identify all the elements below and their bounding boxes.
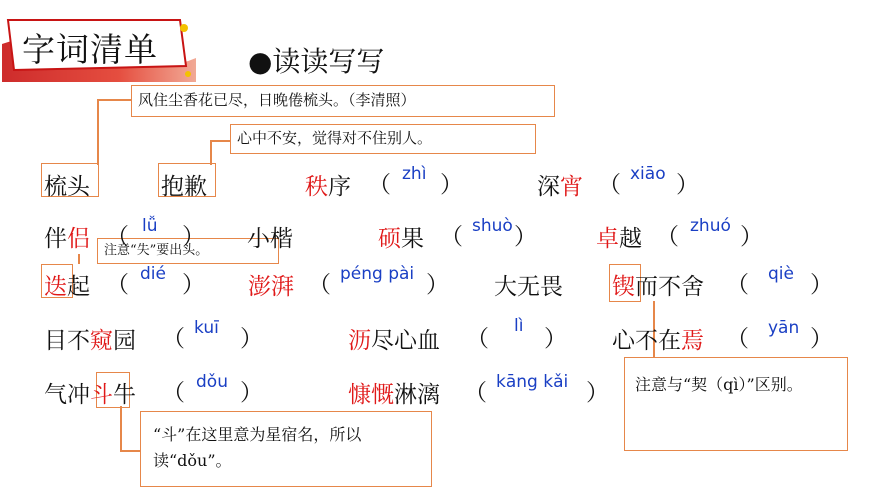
word-qieerbushe	[612, 268, 704, 301]
word-qichongdouniu	[44, 376, 136, 409]
paren-open: （	[162, 326, 185, 352]
word-pre-part: 心不在	[612, 328, 681, 354]
word-red-part: 澎湃	[248, 274, 294, 300]
paren-close: ）	[182, 272, 205, 298]
word-pre-part: 目不	[44, 328, 90, 354]
paren-close: ）	[182, 224, 205, 250]
word-red-part: 慷慨	[348, 382, 394, 408]
banner-title: 字词清单	[22, 30, 158, 69]
paren-open: （	[726, 272, 749, 298]
word-dieqi	[44, 268, 90, 301]
paren-close: ）	[240, 326, 263, 352]
pinyin-die: dié	[140, 264, 166, 284]
paren-close: ）	[426, 272, 449, 298]
word-red-part: 秩	[305, 174, 328, 200]
paren-close: ）	[810, 272, 833, 298]
pinyin-lv: lǚ	[142, 216, 158, 236]
word-baoqian: 抱歉	[161, 174, 207, 200]
connector-line	[97, 99, 99, 165]
word-shenxiao	[537, 168, 583, 201]
word-dawuwei: 大无畏	[494, 274, 563, 300]
paren-open: （	[656, 224, 679, 250]
paren-open: （	[162, 380, 185, 406]
paren-close: ）	[514, 224, 537, 250]
pinyin-xiao: xiāo	[630, 164, 666, 184]
pinyin-li: lì	[514, 316, 524, 336]
paren-open: （	[726, 326, 749, 352]
connector-line	[78, 254, 80, 264]
note-baoqian: 心中不安，觉得对不住别人。	[230, 124, 536, 154]
pinyin-kangkai: kāng kǎi	[496, 372, 569, 392]
note-dou: “斗”在这里意为星宿名，所以读“dǒu”。	[140, 411, 432, 487]
word-rest-part: 园	[113, 328, 136, 354]
word-rest-part: 越	[619, 226, 642, 252]
word-red-part: 硕	[378, 226, 401, 252]
connector-line	[210, 140, 230, 142]
paren-close: ）	[810, 326, 833, 352]
word-zhuoyue	[596, 220, 642, 253]
word-red-part: 侣	[67, 226, 90, 252]
paren-close: ）	[676, 172, 699, 198]
word-red-part: 锲	[612, 274, 635, 300]
note-shutou: 风住尘香花已尽，日晚倦梳头。（李清照）	[131, 85, 555, 117]
connector-line	[97, 99, 131, 101]
word-shutou: 梳头	[44, 174, 90, 200]
paren-open: （	[308, 272, 331, 298]
word-kangkailinli	[348, 376, 440, 409]
connector-line	[210, 140, 212, 165]
note-qie: 注意与“契（qì）”区别。	[624, 357, 848, 451]
word-rest-part: 淋漓	[394, 382, 440, 408]
word-pre-part: 深	[537, 174, 560, 200]
word-banlv	[44, 220, 90, 253]
word-shuoguo	[378, 220, 424, 253]
word-mubukuiyuan	[44, 322, 136, 355]
paren-close: ）	[740, 224, 763, 250]
pinyin-pengpai: péng pài	[340, 264, 415, 284]
pinyin-zhuo: zhuó	[690, 216, 731, 236]
paren-open: （	[106, 224, 129, 250]
paren-open: （	[106, 272, 129, 298]
connector-line	[120, 450, 140, 452]
word-rest-part: 而不舍	[635, 274, 704, 300]
word-zhixu	[305, 168, 351, 201]
paren-close: ）	[586, 380, 609, 406]
word-rest-part: 果	[401, 226, 424, 252]
word-pengpai	[248, 268, 294, 301]
connector-line	[120, 406, 122, 450]
word-red-part: 斗	[90, 382, 113, 408]
word-red-part: 迭	[44, 274, 67, 300]
word-pre-part: 气冲	[44, 382, 90, 408]
word-rest-part: 牛	[113, 382, 136, 408]
word-xiaokai: 小楷	[247, 226, 293, 252]
word-rest-part: 起	[67, 274, 90, 300]
pinyin-yan: yān	[768, 318, 800, 338]
pinyin-qie: qiè	[768, 264, 794, 284]
paren-open: （	[598, 172, 621, 198]
note-lv: 注意“失”要出头。	[97, 238, 279, 264]
word-red-part: 宵	[560, 174, 583, 200]
word-rest-part: 序	[328, 174, 351, 200]
paren-open: （	[440, 224, 463, 250]
paren-close: ）	[440, 172, 463, 198]
word-red-part: 卓	[596, 226, 619, 252]
pinyin-shuo: shuò	[472, 216, 513, 236]
paren-open: （	[464, 380, 487, 406]
pinyin-dou: dǒu	[196, 372, 228, 392]
word-red-part: 沥	[348, 328, 371, 354]
word-red-part: 窥	[90, 328, 113, 354]
paren-open: （	[466, 326, 489, 352]
word-pre-part: 伴	[44, 226, 67, 252]
word-xinbuzaiyan	[612, 322, 704, 355]
pinyin-kui: kuī	[194, 318, 219, 338]
pinyin-zhi: zhì	[402, 164, 427, 184]
word-red-part: 焉	[681, 328, 704, 354]
paren-close: ）	[544, 326, 567, 352]
section-title: ●读读写写	[248, 45, 385, 78]
paren-open: （	[368, 172, 391, 198]
paren-close: ）	[240, 380, 263, 406]
word-rest-part: 尽心血	[371, 328, 440, 354]
word-lijinxinxue	[348, 322, 440, 355]
